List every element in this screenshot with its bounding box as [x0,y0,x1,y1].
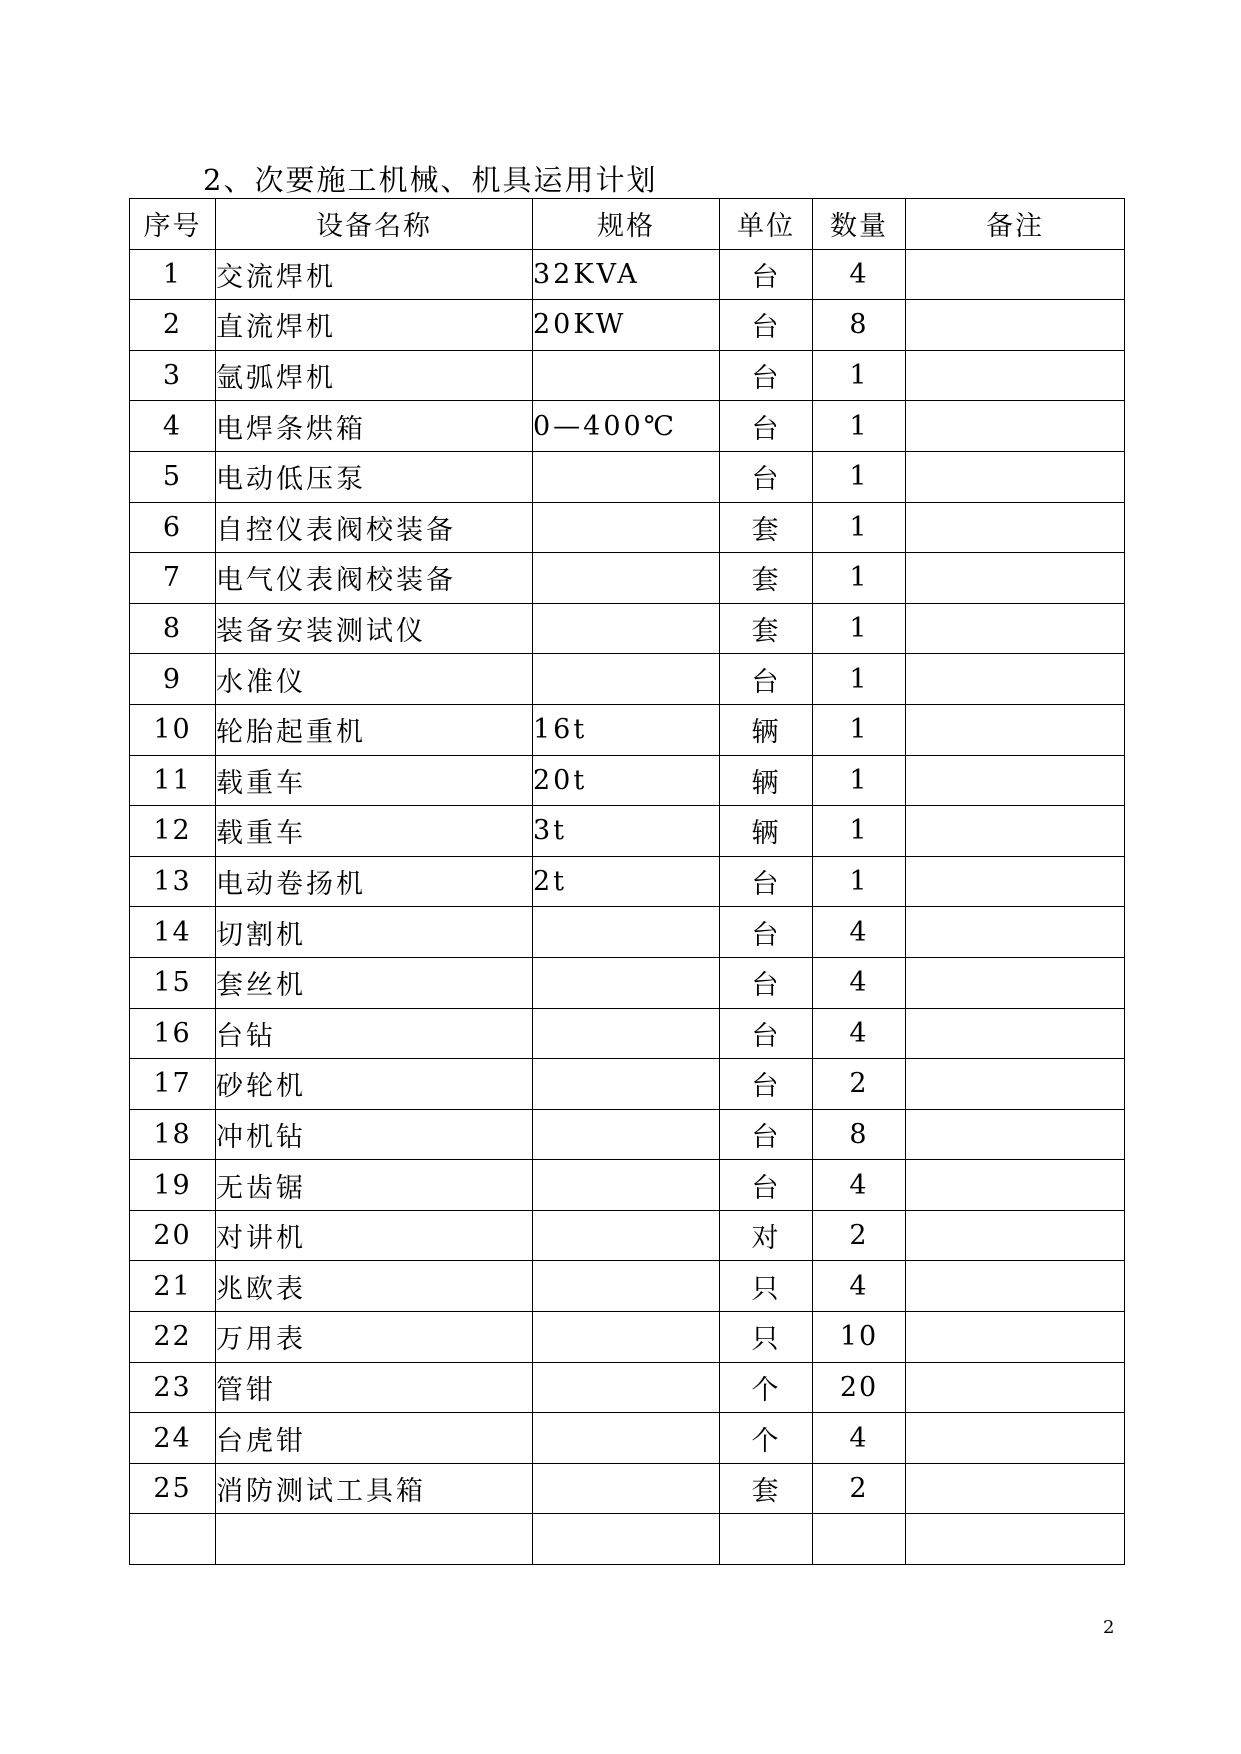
cell-spec [533,1059,720,1110]
cell-unit: 台 [720,249,813,300]
cell-no: 3 [130,350,216,401]
cell-qty: 1 [813,350,906,401]
cell-spec: 20KW [533,300,720,351]
cell-note [906,755,1125,806]
cell-spec: 3t [533,806,720,857]
cell-name: 消防测试工具箱 [216,1463,533,1514]
cell-qty: 1 [813,502,906,553]
cell-no: 5 [130,451,216,502]
cell-note [906,1514,1125,1565]
cell-unit: 台 [720,1160,813,1211]
cell-note [906,1312,1125,1363]
cell-qty: 4 [813,249,906,300]
cell-no: 15 [130,957,216,1008]
cell-name: 直流焊机 [216,300,533,351]
cell-name: 自控仪表阀校装备 [216,502,533,553]
cell-unit: 套 [720,603,813,654]
table-row [130,502,1125,553]
cell-no: 16 [130,1008,216,1059]
cell-name: 电动卷扬机 [216,856,533,907]
cell-name: 载重车 [216,755,533,806]
cell-spec [533,502,720,553]
table-row [130,1514,1125,1565]
header-unit: 单位 [720,199,813,250]
cell-no: 22 [130,1312,216,1363]
cell-note [906,1008,1125,1059]
cell-note [906,1463,1125,1514]
cell-unit: 台 [720,401,813,452]
cell-note [906,1210,1125,1261]
cell-name: 载重车 [216,806,533,857]
cell-qty: 2 [813,1463,906,1514]
cell-qty: 1 [813,806,906,857]
cell-no: 9 [130,654,216,705]
cell-note [906,553,1125,604]
cell-qty: 4 [813,907,906,958]
cell-name [216,1514,533,1565]
table-header-row [130,199,1125,250]
cell-unit: 台 [720,856,813,907]
table-row [130,1463,1125,1514]
cell-name: 交流焊机 [216,249,533,300]
table-row [130,300,1125,351]
cell-name: 台虎钳 [216,1413,533,1464]
cell-unit: 台 [720,1059,813,1110]
table-row [130,1109,1125,1160]
cell-spec: 2t [533,856,720,907]
cell-name: 万用表 [216,1312,533,1363]
table-row [130,1008,1125,1059]
cell-unit: 辆 [720,755,813,806]
cell-qty: 4 [813,1160,906,1211]
cell-unit: 个 [720,1413,813,1464]
cell-spec: 0—400℃ [533,401,720,452]
cell-qty: 1 [813,451,906,502]
cell-unit: 台 [720,350,813,401]
cell-name: 电焊条烘箱 [216,401,533,452]
table-row [130,704,1125,755]
header-qty: 数量 [813,199,906,250]
cell-unit: 个 [720,1362,813,1413]
table-row [130,603,1125,654]
cell-spec [533,1463,720,1514]
cell-unit: 对 [720,1210,813,1261]
cell-note [906,957,1125,1008]
cell-no: 21 [130,1261,216,1312]
cell-qty: 1 [813,704,906,755]
cell-no: 14 [130,907,216,958]
equipment-table [129,198,1125,1565]
cell-qty: 4 [813,1008,906,1059]
cell-unit: 台 [720,1008,813,1059]
cell-name: 套丝机 [216,957,533,1008]
cell-name: 切割机 [216,907,533,958]
header-spec: 规格 [533,199,720,250]
cell-unit: 台 [720,907,813,958]
cell-spec [533,553,720,604]
cell-qty: 8 [813,1109,906,1160]
cell-unit: 台 [720,1109,813,1160]
table-row [130,553,1125,604]
cell-qty: 8 [813,300,906,351]
header-no: 序号 [130,199,216,250]
cell-name: 水准仪 [216,654,533,705]
cell-qty: 10 [813,1312,906,1363]
table-row [130,1160,1125,1211]
cell-unit: 辆 [720,704,813,755]
table-row [130,957,1125,1008]
cell-unit [720,1514,813,1565]
table-row [130,401,1125,452]
cell-note [906,856,1125,907]
cell-no: 13 [130,856,216,907]
cell-unit: 只 [720,1312,813,1363]
cell-no: 6 [130,502,216,553]
table-row [130,249,1125,300]
cell-spec: 16t [533,704,720,755]
cell-note [906,1362,1125,1413]
cell-no: 17 [130,1059,216,1110]
section-title: 2、次要施工机械、机具运用计划 [203,163,658,197]
cell-qty: 1 [813,401,906,452]
cell-note [906,1413,1125,1464]
cell-spec [533,1413,720,1464]
cell-spec: 32KVA [533,249,720,300]
cell-no: 1 [130,249,216,300]
table-row [130,654,1125,705]
cell-name: 氩弧焊机 [216,350,533,401]
cell-note [906,1160,1125,1211]
cell-no: 25 [130,1463,216,1514]
cell-name: 台钻 [216,1008,533,1059]
table-row [130,350,1125,401]
cell-qty: 4 [813,1413,906,1464]
cell-no: 12 [130,806,216,857]
page-number: 2 [1103,1617,1115,1638]
cell-note [906,603,1125,654]
cell-qty: 1 [813,553,906,604]
cell-qty: 1 [813,654,906,705]
table-row [130,1210,1125,1261]
cell-spec [533,451,720,502]
table-row [130,806,1125,857]
cell-no: 23 [130,1362,216,1413]
cell-unit: 只 [720,1261,813,1312]
cell-unit: 套 [720,502,813,553]
cell-qty: 2 [813,1059,906,1110]
cell-note [906,300,1125,351]
cell-unit: 台 [720,957,813,1008]
cell-unit: 套 [720,1463,813,1514]
table-row [130,1059,1125,1110]
cell-note [906,654,1125,705]
table-row [130,451,1125,502]
cell-spec: 20t [533,755,720,806]
cell-unit: 套 [720,553,813,604]
table-body [130,249,1125,1564]
table-row [130,1413,1125,1464]
cell-no: 4 [130,401,216,452]
cell-note [906,907,1125,958]
cell-name: 管钳 [216,1362,533,1413]
table-row [130,1312,1125,1363]
cell-spec [533,957,720,1008]
cell-note [906,350,1125,401]
cell-no: 10 [130,704,216,755]
cell-unit: 台 [720,300,813,351]
cell-unit: 辆 [720,806,813,857]
cell-spec [533,907,720,958]
cell-name: 无齿锯 [216,1160,533,1211]
cell-spec [533,1312,720,1363]
cell-note [906,1261,1125,1312]
cell-no: 2 [130,300,216,351]
cell-note [906,249,1125,300]
cell-spec [533,1261,720,1312]
cell-spec [533,1160,720,1211]
table-row [130,1261,1125,1312]
cell-note [906,1059,1125,1110]
cell-note [906,401,1125,452]
cell-name: 对讲机 [216,1210,533,1261]
cell-no: 20 [130,1210,216,1261]
cell-no: 11 [130,755,216,806]
cell-no: 8 [130,603,216,654]
cell-qty: 1 [813,856,906,907]
cell-qty: 2 [813,1210,906,1261]
cell-name: 砂轮机 [216,1059,533,1110]
cell-spec [533,603,720,654]
header-note: 备注 [906,199,1125,250]
cell-name: 冲机钻 [216,1109,533,1160]
cell-name: 兆欧表 [216,1261,533,1312]
cell-no: 7 [130,553,216,604]
cell-qty: 4 [813,1261,906,1312]
cell-qty: 4 [813,957,906,1008]
table-row [130,1362,1125,1413]
cell-name: 电气仪表阀校装备 [216,553,533,604]
cell-spec [533,1514,720,1565]
cell-unit: 台 [720,654,813,705]
cell-no: 19 [130,1160,216,1211]
cell-note [906,451,1125,502]
cell-spec [533,654,720,705]
cell-no [130,1514,216,1565]
cell-note [906,806,1125,857]
cell-spec [533,350,720,401]
cell-no: 18 [130,1109,216,1160]
cell-name: 电动低压泵 [216,451,533,502]
table-row [130,856,1125,907]
cell-note [906,704,1125,755]
cell-qty: 1 [813,755,906,806]
cell-no: 24 [130,1413,216,1464]
cell-note [906,1109,1125,1160]
cell-spec [533,1008,720,1059]
cell-name: 装备安装测试仪 [216,603,533,654]
table-row [130,907,1125,958]
cell-qty: 20 [813,1362,906,1413]
cell-unit: 台 [720,451,813,502]
cell-qty [813,1514,906,1565]
cell-name: 轮胎起重机 [216,704,533,755]
cell-spec [533,1210,720,1261]
header-name: 设备名称 [216,199,533,250]
cell-spec [533,1362,720,1413]
cell-spec [533,1109,720,1160]
cell-qty: 1 [813,603,906,654]
cell-note [906,502,1125,553]
table-row [130,755,1125,806]
